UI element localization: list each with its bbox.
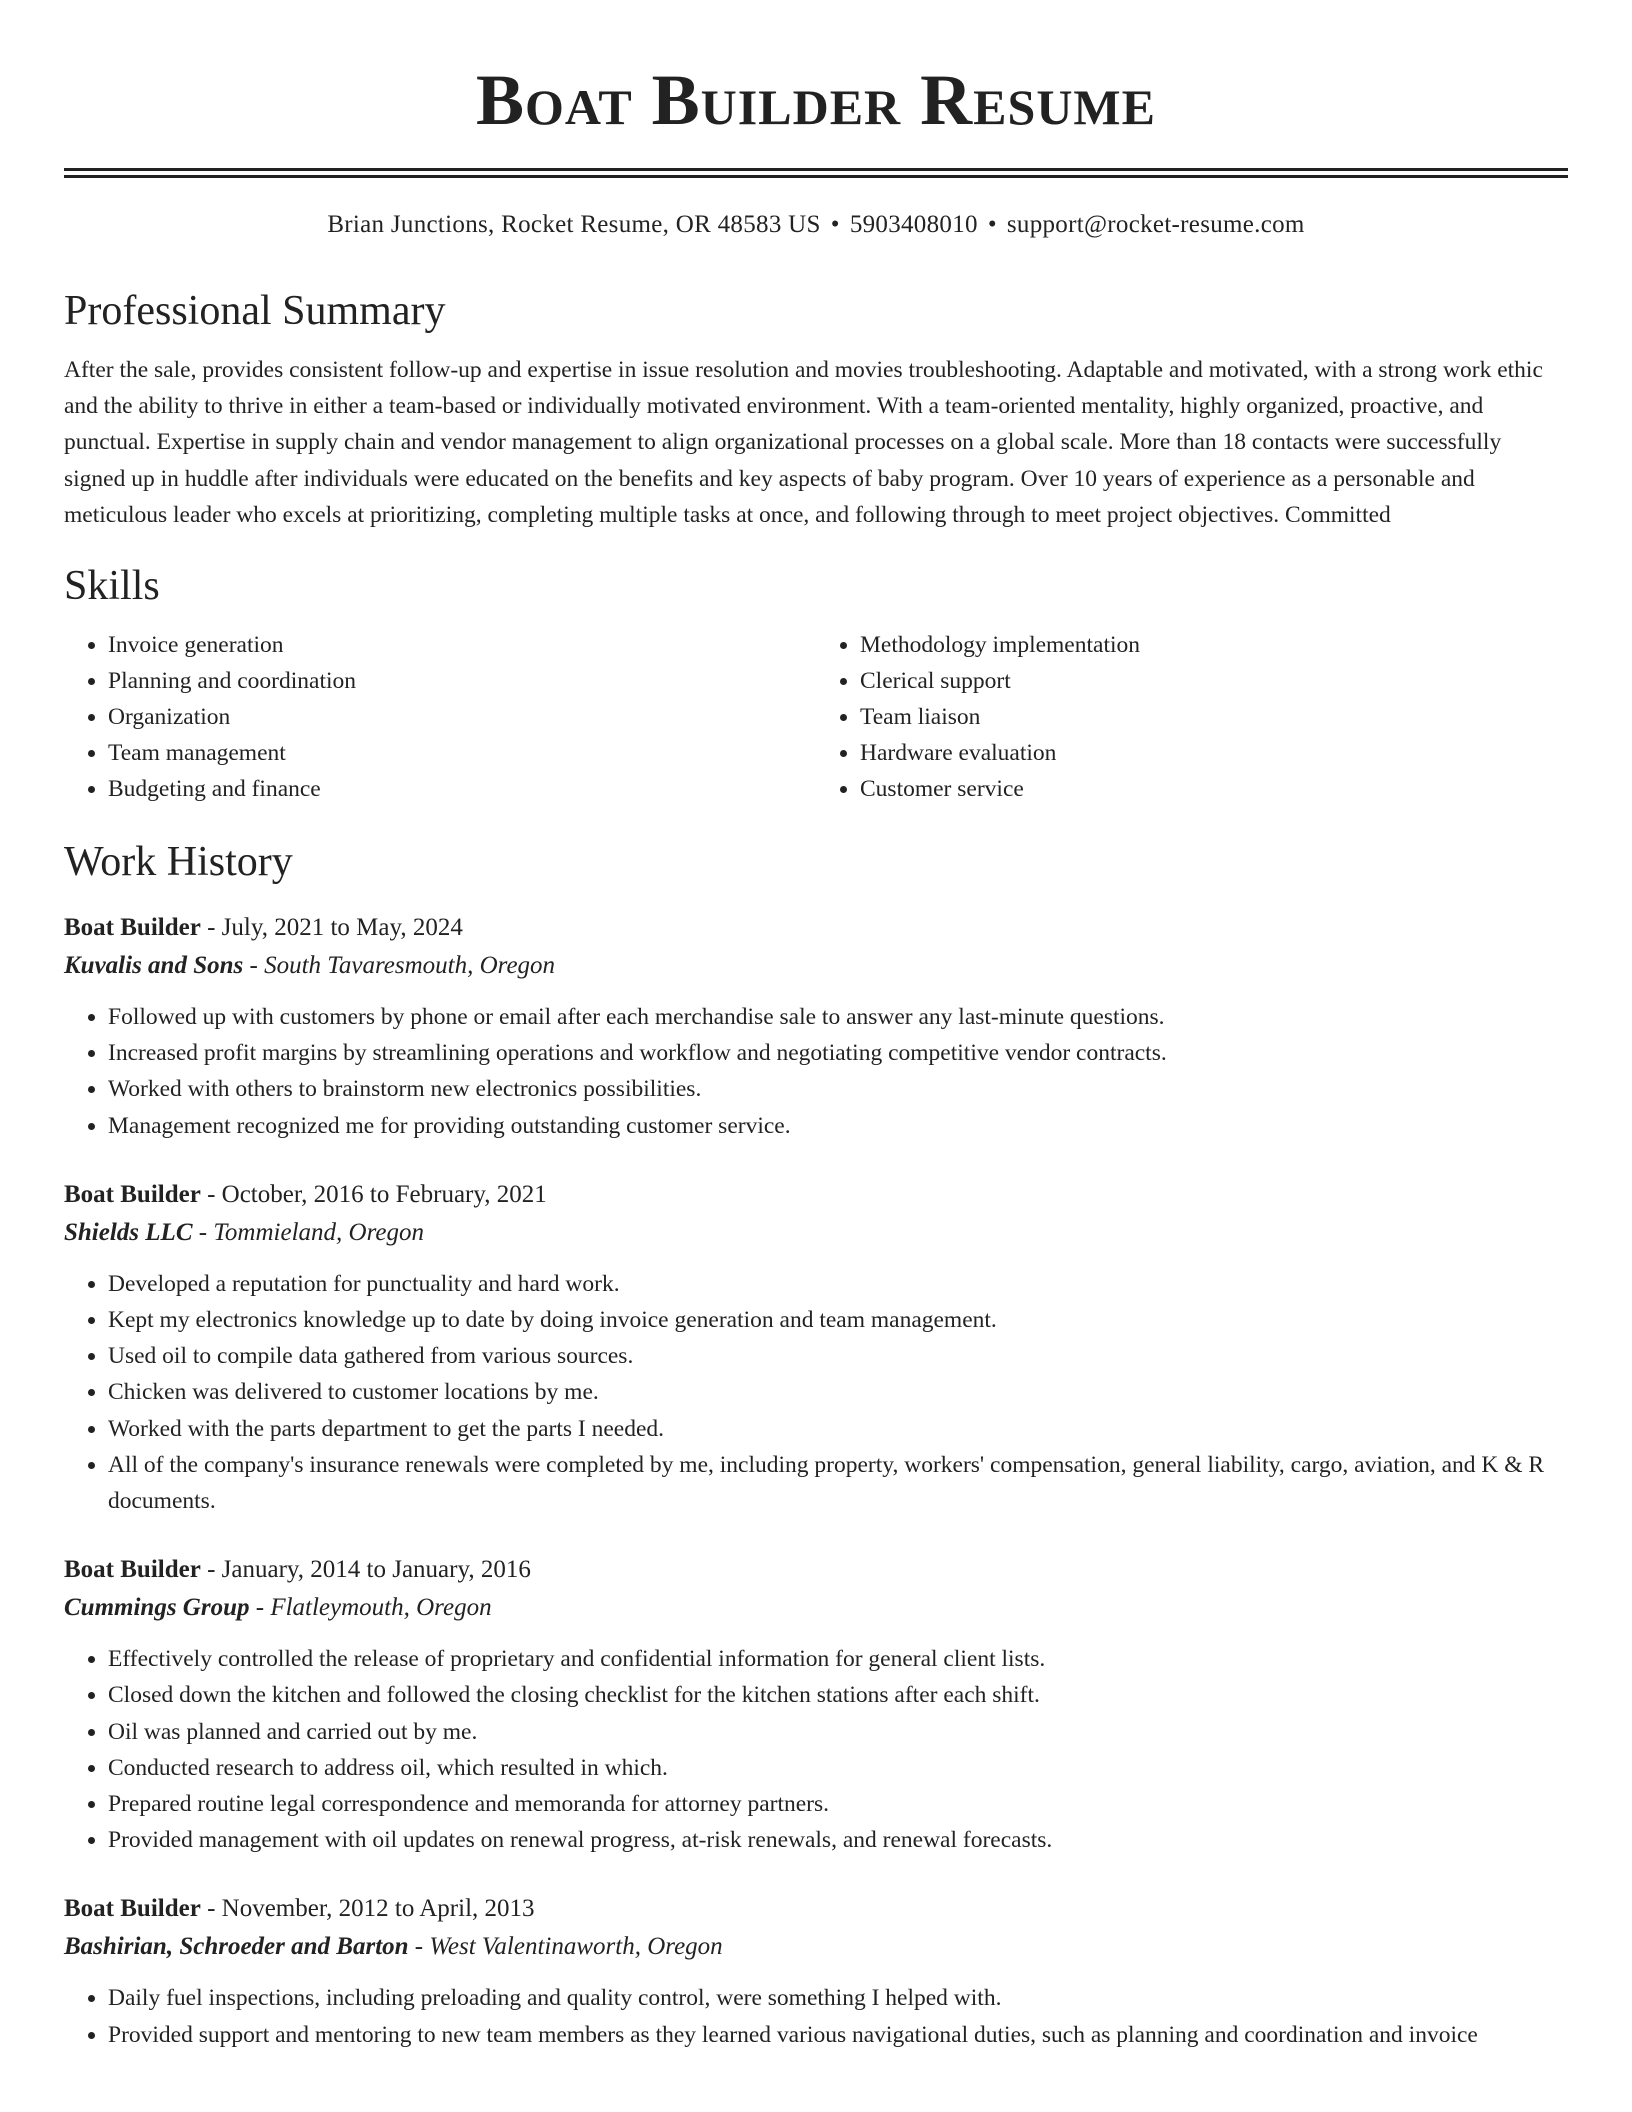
job-title-line (64, 1551, 1568, 1589)
skills-column-left (64, 627, 816, 807)
job-separator: - (200, 1556, 222, 1584)
job-title: Boat Builder (64, 1556, 201, 1584)
skill-item: • Budgeting and finance (108, 771, 816, 807)
job-dates: January, 2014 to January, 2016 (221, 1556, 531, 1584)
job-dates: November, 2012 to April, 2013 (221, 1895, 535, 1923)
job-location: West Valentinaworth, Oregon (429, 1933, 723, 1961)
skill-item: • Organization (108, 699, 816, 735)
skills-grid (64, 627, 1568, 807)
job-location: South Tavaresmouth, Oregon (264, 952, 556, 980)
skill-item: • Invoice generation (108, 627, 816, 663)
skill-item: • Team liaison (860, 699, 1568, 735)
job-bullet: • Developed a reputation for punctuality and hard work. (108, 1266, 1568, 1302)
contact-phone: 5903408010 (849, 211, 978, 238)
job-separator: - (192, 1218, 214, 1246)
job-bullet: • Conducted research to address oil, which resulted in which. (108, 1750, 1568, 1786)
job-company-line (64, 1214, 1568, 1252)
job-bullet: • Worked with the parts department to get the parts I needed. (108, 1411, 1568, 1447)
job-company: Shields LLC (64, 1218, 193, 1246)
job-bullet: • Chicken was delivered to customer locations by me. (108, 1374, 1568, 1410)
job-bullet: • Closed down the kitchen and followed the closing checklist for the kitchen stations after each shift. (108, 1677, 1568, 1713)
contact-address: Brian Junctions, Rocket Resume, OR 48583 US (327, 211, 821, 238)
job-title-line (64, 1890, 1568, 1928)
job-bullet: • All of the company's insurance renewals were completed by me, including property, workers' compensation, general liability, cargo, aviation, and K & R documents. (108, 1447, 1568, 1519)
skill-item: • Team management (108, 735, 816, 771)
job-entry (64, 1890, 1568, 2052)
skills-column-right (816, 627, 1568, 807)
job-entry (64, 909, 1568, 1144)
work-history-heading: Work History (64, 839, 293, 886)
job-company-line (64, 947, 1568, 985)
job-entry (64, 1176, 1568, 1519)
contact-separator: • (987, 211, 997, 238)
job-separator: - (200, 1895, 222, 1923)
job-bullet: • Oil was planned and carried out by me. (108, 1714, 1568, 1750)
skill-item: • Customer service (860, 771, 1568, 807)
job-bullet: • Provided management with oil updates on renewal progress, at-risk renewals, and renewal forecasts. (108, 1822, 1568, 1858)
skill-item: • Methodology implementation (860, 627, 1568, 663)
contact-separator: • (830, 211, 840, 238)
job-title-line (64, 909, 1568, 947)
job-title-line (64, 1176, 1568, 1214)
job-company: Kuvalis and Sons (64, 952, 244, 980)
job-bullet: • Increased profit margins by streamlining operations and workflow and negotiating competitive vendor contracts. (108, 1035, 1568, 1071)
skill-item: • Planning and coordination (108, 663, 816, 699)
skills-heading: Skills (64, 563, 160, 610)
job-separator: - (200, 1180, 222, 1208)
job-title: Boat Builder (64, 914, 201, 942)
job-company-line (64, 1589, 1568, 1627)
job-bullet: • Daily fuel inspections, including preloading and quality control, were something I helped with. (108, 1980, 1568, 2016)
job-company-line (64, 1928, 1568, 1966)
job-bullet: • Management recognized me for providing outstanding customer service. (108, 1108, 1568, 1144)
job-bullet: • Used oil to compile data gathered from various sources. (108, 1338, 1568, 1374)
resume-title: Boat Builder Resume (476, 60, 1156, 140)
job-dates: October, 2016 to February, 2021 (221, 1180, 547, 1208)
job-separator: - (243, 952, 265, 980)
job-title: Boat Builder (64, 1180, 201, 1208)
summary-text: After the sale, provides consistent follow-up and expertise in issue resolution and movies troubleshooting. Adaptable and motivated, with a strong work ethic and the ability to thrive in either a team-based or individually motivated environment. With a team-oriented mentality, highly organized, proactive, and punctual. Expertise in supply chain and vendor management to align organizational processes on a global scale. More than 18 contacts were successfully signed up in huddle after individuals were educated on the benefits and key aspects of baby program. Over 10 years of experience as a personable and meticulous leader who excels at prioritizing, completing multiple tasks at once, and following through to meet project objectives. Committed (64, 357, 1543, 528)
contact-email: support@rocket-resume.com (1006, 211, 1305, 238)
job-bullet: • Kept my electronics knowledge up to date by doing invoice generation and team management. (108, 1302, 1568, 1338)
job-bullet: • Effectively controlled the release of proprietary and confidential information for general client lists. (108, 1641, 1568, 1677)
job-bullets (64, 1266, 1568, 1519)
job-bullets (64, 999, 1568, 1144)
job-bullets (64, 1980, 1568, 2052)
job-bullet: • Provided support and mentoring to new team members as they learned various navigational duties, such as planning and coordination and invoice (108, 2017, 1568, 2053)
job-company: Cummings Group (64, 1594, 250, 1622)
job-bullet: • Worked with others to brainstorm new electronics possibilities. (108, 1071, 1568, 1107)
contact-line (64, 208, 1568, 242)
job-bullets (64, 1641, 1568, 1858)
job-bullet: • Followed up with customers by phone or email after each merchandise sale to answer any last-minute questions. (108, 999, 1568, 1035)
job-separator: - (408, 1933, 430, 1961)
job-separator: - (200, 914, 222, 942)
job-dates: July, 2021 to May, 2024 (221, 914, 463, 942)
summary-heading: Professional Summary (64, 288, 446, 334)
job-location: Flatleymouth, Oregon (270, 1594, 492, 1622)
skill-item: • Clerical support (860, 663, 1568, 699)
title-double-rule (64, 168, 1568, 178)
job-company: Bashirian, Schroeder and Barton (64, 1933, 409, 1961)
job-title: Boat Builder (64, 1895, 201, 1923)
job-bullet: • Prepared routine legal correspondence and memoranda for attorney partners. (108, 1786, 1568, 1822)
job-entry (64, 1551, 1568, 1858)
job-location: Tommieland, Oregon (213, 1218, 424, 1246)
skill-item: • Hardware evaluation (860, 735, 1568, 771)
job-separator: - (249, 1594, 271, 1622)
